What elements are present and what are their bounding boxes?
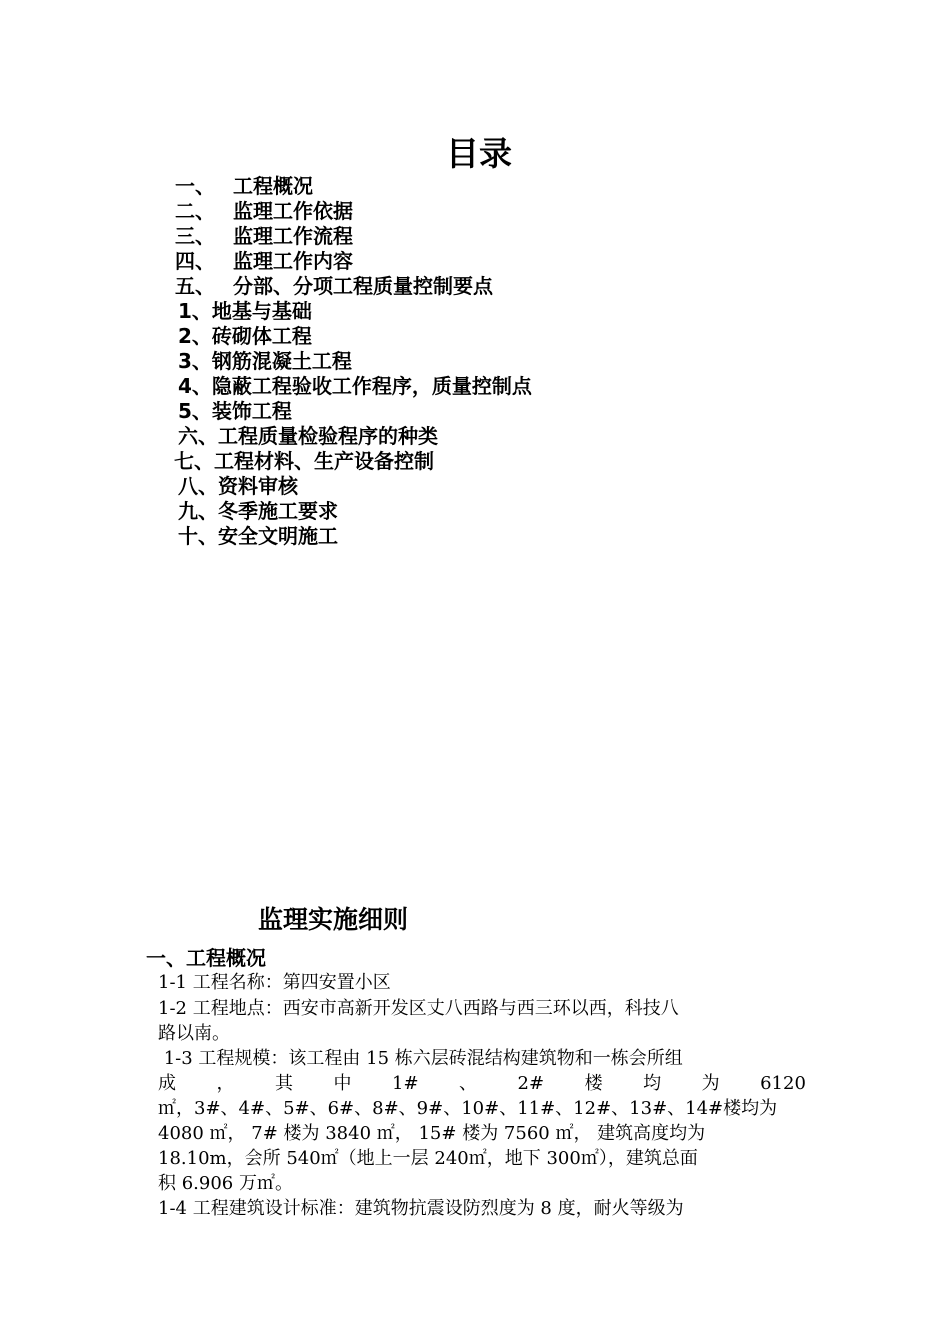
toc-item-number: 五、 <box>175 274 215 298</box>
justified-token: 均 <box>643 1073 662 1094</box>
justified-token: 2# <box>517 1073 545 1094</box>
toc-item-9: 九、冬季施工要求 <box>178 499 338 523</box>
paragraph-line: 1-3 工程规模：该工程由 15 栋六层砖混结构建筑物和一栋会所组 <box>158 1048 683 1069</box>
toc-item-number: 二、 <box>175 199 215 223</box>
justified-token: 其 <box>275 1073 293 1094</box>
toc-item-number: 三、 <box>175 224 215 248</box>
paragraph-line-justified <box>158 1071 806 1097</box>
toc-item-2 <box>175 199 353 223</box>
justified-token: 中 <box>333 1073 352 1094</box>
justified-token: 成 <box>158 1073 176 1094</box>
paragraph-line: 4080 ㎡， 7# 楼为 3840 ㎡， 15# 楼为 7560 ㎡， 建筑高度均为 <box>158 1123 706 1144</box>
justified-token: 、 <box>459 1073 478 1094</box>
toc-item-4 <box>175 249 353 273</box>
justified-token: 为 <box>701 1073 720 1094</box>
paragraph-line: ㎡，3#、4#、5#、6#、8#、9#、10#、11#、12#、13#、14#楼均为 <box>158 1098 778 1119</box>
section-title: 监理实施细则 <box>258 905 409 934</box>
toc-item-label: 分部、分项工程质量控制要点 <box>233 274 493 298</box>
toc-item-number: 一、 <box>175 174 215 198</box>
justified-token: 楼 <box>584 1073 603 1094</box>
section-heading: 一、工程概况 <box>146 946 266 970</box>
toc-item-3 <box>175 224 353 248</box>
toc-item-number: 四、 <box>175 249 215 273</box>
paragraph-line: 积 6.906 万㎡。 <box>158 1173 293 1194</box>
paragraph-line: 路以南。 <box>158 1023 230 1044</box>
paragraph-line: 1-1 工程名称：第四安置小区 <box>158 972 391 993</box>
toc-subitem-5: 5、装饰工程 <box>178 399 292 423</box>
toc-item-1 <box>175 174 313 198</box>
toc-subitem-3: 3、钢筋混凝土工程 <box>178 349 352 373</box>
toc-subitem-1: 1、地基与基础 <box>178 299 312 323</box>
toc-subitem-4: 4、隐蔽工程验收工作程序，质量控制点 <box>178 374 532 398</box>
toc-item-7: 七、工程材料、生产设备控制 <box>174 449 434 473</box>
toc-subitem-2: 2、砖砌体工程 <box>178 324 312 348</box>
toc-item-label: 监理工作依据 <box>233 199 353 223</box>
toc-title: 目录 <box>446 134 512 173</box>
paragraph-line: 1-4 工程建筑设计标准：建筑物抗震设防烈度为 8 度，耐火等级为 <box>158 1198 684 1219</box>
paragraph-line: 1-2 工程地点：西安市高新开发区丈八西路与西三环以西，科技八 <box>158 998 679 1019</box>
justified-token: ， <box>216 1073 235 1094</box>
toc-item-10: 十、安全文明施工 <box>178 524 338 548</box>
toc-item-label: 工程概况 <box>233 174 313 198</box>
toc-item-label: 监理工作流程 <box>233 224 353 248</box>
justified-token: 6120 <box>760 1073 806 1094</box>
toc-item-8: 八、资料审核 <box>178 474 298 498</box>
paragraph-line: 18.10m，会所 540㎡（地上一层 240㎡，地下 300㎡），建筑总面 <box>158 1148 698 1169</box>
toc-item-label: 监理工作内容 <box>233 249 353 273</box>
toc-item-5 <box>175 274 493 298</box>
justified-token: 1# <box>392 1073 419 1094</box>
toc-item-6: 六、工程质量检验程序的种类 <box>178 424 438 448</box>
